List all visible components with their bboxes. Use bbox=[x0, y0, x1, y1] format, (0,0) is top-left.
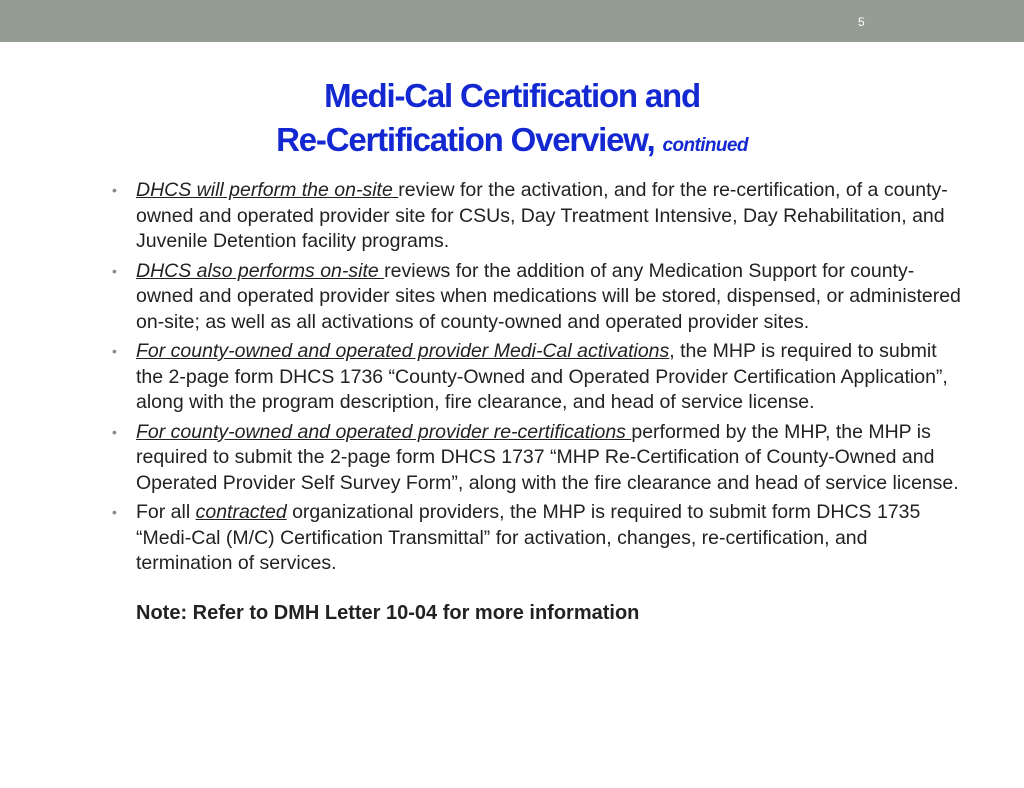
bullet-icon: • bbox=[112, 262, 117, 279]
reference-note: Note: Refer to DMH Letter 10-04 for more information bbox=[136, 601, 640, 624]
bullet-5-prefix: For all bbox=[136, 501, 196, 523]
bullet-3-text: , the MHP is required to submit the 2-page form DHCS 1736 “County-Owned and Operated Provider Certification Application”, along with the program description, fire clearance, and head of service license. bbox=[136, 340, 948, 413]
bullet-icon: • bbox=[112, 504, 117, 520]
bullet-item-1 bbox=[112, 178, 962, 255]
slide-number: 5 bbox=[858, 15, 865, 29]
bullet-item-3 bbox=[112, 339, 962, 416]
bullet-1-lead: DHCS will perform the on-site bbox=[136, 179, 399, 201]
bullet-4-lead: For county-owned and operated provider re-certifications bbox=[136, 420, 632, 443]
bullet-item-2 bbox=[112, 259, 962, 336]
bullet-2-lead: DHCS also performs on-site bbox=[136, 259, 385, 282]
bullet-4-text: performed by the MHP, the MHP is required to submit the 2-page form DHCS 1737 “MHP Re-Certification of County-Owned and Operated Provider Self Survey Form”, along with the fire clearance and head of service license. bbox=[136, 420, 959, 494]
bullet-5-emphasis: contracted bbox=[195, 501, 287, 523]
bullet-1-text: review for the activation, and for the re-certification, of a county-owned and operated provider site for CSUs, Day Treatment Intensive, Day Rehabilitation, and Juvenile Detention facility programs. bbox=[136, 179, 948, 252]
bullet-icon: • bbox=[112, 343, 117, 359]
title-continued: continued bbox=[662, 135, 748, 156]
slide-title bbox=[0, 74, 1024, 168]
slide-content bbox=[112, 178, 962, 626]
top-bar bbox=[0, 0, 1024, 42]
bullet-list bbox=[112, 178, 962, 577]
bullet-item-5 bbox=[112, 500, 962, 577]
title-line-2-text: Re-Certification Overview, bbox=[276, 121, 655, 158]
bullet-item-4 bbox=[112, 420, 962, 497]
title-line-1: Medi-Cal Certification and bbox=[324, 77, 700, 114]
bullet-5-text: organizational providers, the MHP is required to submit form DHCS 1735 “Medi-Cal (M/C) Certification Transmittal” for activation, changes, re-certification, and termination of services. bbox=[136, 501, 921, 574]
bullet-2-text: reviews for the addition of any Medication Support for county-owned and operated provider sites when medications will be stored, dispensed, or administered on-site; as well as all activations of county-owned and operated provider sites. bbox=[136, 259, 961, 333]
title-line-2 bbox=[0, 118, 1024, 168]
bullet-icon: • bbox=[112, 423, 117, 440]
bullet-icon: • bbox=[112, 182, 117, 198]
bullet-3-lead: For county-owned and operated provider Medi-Cal activations bbox=[136, 340, 670, 362]
